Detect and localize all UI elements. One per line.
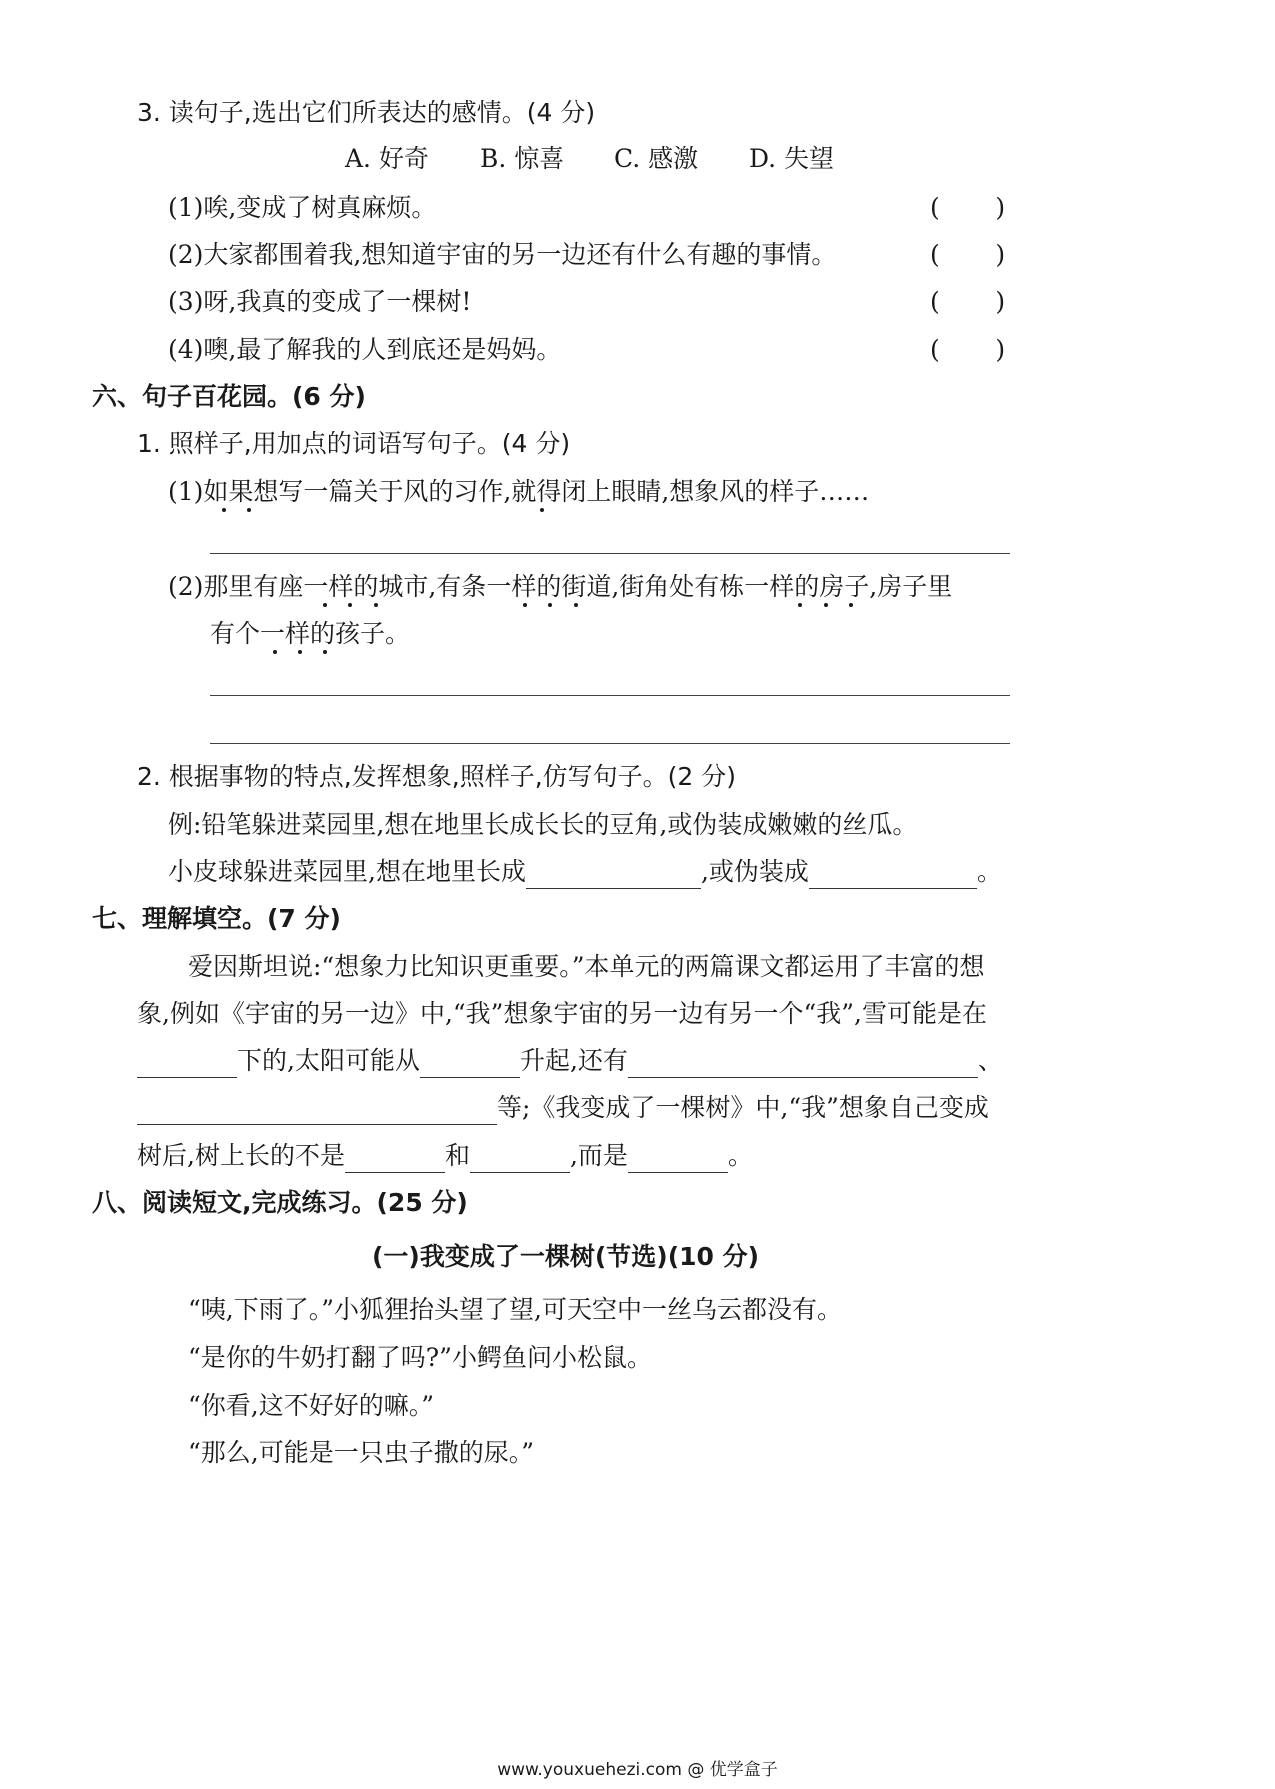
footer-watermark: www.youxuehezi.com @ 优学盒子	[497, 1760, 778, 1780]
s7-line-2: 象,例如《宇宙的另一边》中,“我”想象宇宙的另一边有另一个“我”,雪可能是在	[137, 999, 987, 1028]
q3-answer-3[interactable]: ( )	[930, 287, 1006, 316]
section-8-heading: 八、阅读短文,完成练习。(25 分)	[92, 1188, 468, 1217]
fill-blank[interactable]	[628, 1051, 978, 1078]
emphasis-dot	[247, 508, 251, 512]
emphasis-dot	[374, 603, 378, 607]
s6-q1-item-2-line1: (2)那里有座一样的城市,有条一样的街道,街角处有栋一样的房子,房子里	[168, 572, 953, 601]
passage-paragraph-3: “你看,这不好好的嘛。”	[188, 1391, 435, 1420]
prompt-end: 。	[976, 857, 1002, 886]
q3-item-4: (4)噢,最了解我的人到底还是妈妈。	[168, 335, 562, 364]
s6-q2-example: 例:铅笔躲进菜园里,想在地里长成长长的豆角,或伪装成嫩嫩的丝瓜。	[168, 810, 918, 839]
q3-options	[345, 142, 834, 176]
s6-q1-item-1: (1)如果想写一篇关于风的习作,就得闭上眼睛,想象风的样子……	[168, 477, 870, 506]
option-d: D. 失望	[749, 144, 835, 173]
text: 和	[444, 1141, 470, 1170]
s6-q1-title: 1. 照样子,用加点的词语写句子。(4 分)	[137, 429, 571, 458]
fill-blank[interactable]	[628, 1146, 728, 1173]
q3-item-3: (3)呀,我真的变成了一棵树!	[168, 287, 472, 316]
q3-answer-2[interactable]: ( )	[930, 240, 1006, 269]
s7-line-5	[137, 1139, 753, 1173]
fill-blank[interactable]	[809, 862, 977, 889]
emphasis-dot	[323, 650, 327, 654]
q3-answer-1[interactable]: ( )	[930, 193, 1006, 222]
emphasis-dot	[273, 650, 277, 654]
s6-q1-item-2-line2: 有个一样的孩子。	[210, 619, 411, 648]
text: 、	[977, 1046, 1003, 1075]
passage-paragraph-1: “咦,下雨了。”小狐狸抬头望了望,可天空中一丝乌云都没有。	[188, 1295, 842, 1324]
s7-line-3	[137, 1044, 1003, 1078]
passage-paragraph-4: “那么,可能是一只虫子撒的尿。”	[188, 1438, 535, 1467]
text: 。	[727, 1141, 753, 1170]
s7-line-4	[137, 1091, 989, 1125]
text: 升起,还有	[519, 1046, 628, 1075]
emphasis-dot	[824, 603, 828, 607]
fill-blank[interactable]	[345, 1146, 445, 1173]
emphasis-dot	[348, 603, 352, 607]
text: 树后,树上长的不是	[137, 1141, 345, 1170]
text: ,而是	[569, 1141, 628, 1170]
emphasis-dot	[222, 508, 226, 512]
emphasis-dot	[323, 603, 327, 607]
section-7-heading: 七、理解填空。(7 分)	[92, 904, 341, 933]
emphasis-dot	[523, 603, 527, 607]
option-b: B. 惊喜	[480, 144, 565, 173]
q3-item-1: (1)唉,变成了树真麻烦。	[168, 193, 437, 222]
q3-item-2: (2)大家都围着我,想知道宇宙的另一边还有什么有趣的事情。	[168, 240, 837, 269]
passage-title: (一)我变成了一棵树(节选)(10 分)	[372, 1242, 760, 1271]
s6-q2-prompt	[168, 855, 1002, 889]
fill-blank[interactable]	[137, 1098, 497, 1125]
fill-blank[interactable]	[526, 862, 701, 889]
option-a: A. 好奇	[345, 144, 429, 173]
fill-blank[interactable]	[420, 1051, 520, 1078]
emphasis-dot	[798, 603, 802, 607]
fill-blank[interactable]	[470, 1146, 570, 1173]
option-c: C. 感激	[614, 144, 699, 173]
answer-line[interactable]	[210, 695, 1010, 696]
q3-answer-4[interactable]: ( )	[930, 335, 1006, 364]
prompt-text-a: 小皮球躲进菜园里,想在地里长成	[168, 857, 526, 886]
answer-line[interactable]	[210, 553, 1010, 554]
section-6-heading: 六、句子百花园。(6 分)	[92, 382, 366, 411]
q3-title: 3. 读句子,选出它们所表达的感情。(4 分)	[137, 98, 596, 127]
fill-blank[interactable]	[137, 1051, 237, 1078]
s7-line-1: 爱因斯坦说:“想象力比知识更重要。”本单元的两篇课文都运用了丰富的想	[188, 952, 985, 981]
text: 下的,太阳可能从	[237, 1046, 420, 1075]
passage-paragraph-2: “是你的牛奶打翻了吗?”小鳄鱼问小松鼠。	[188, 1343, 652, 1372]
prompt-text-b: ,或伪装成	[700, 857, 809, 886]
text: 等;《我变成了一棵树》中,“我”想象自己变成	[497, 1093, 989, 1122]
answer-line[interactable]	[210, 743, 1010, 744]
s6-q2-title: 2. 根据事物的特点,发挥想象,照样子,仿写句子。(2 分)	[137, 762, 737, 791]
emphasis-dot	[849, 603, 853, 607]
emphasis-dot	[548, 603, 552, 607]
emphasis-dot	[298, 650, 302, 654]
emphasis-dot	[574, 603, 578, 607]
emphasis-dot	[540, 508, 544, 512]
